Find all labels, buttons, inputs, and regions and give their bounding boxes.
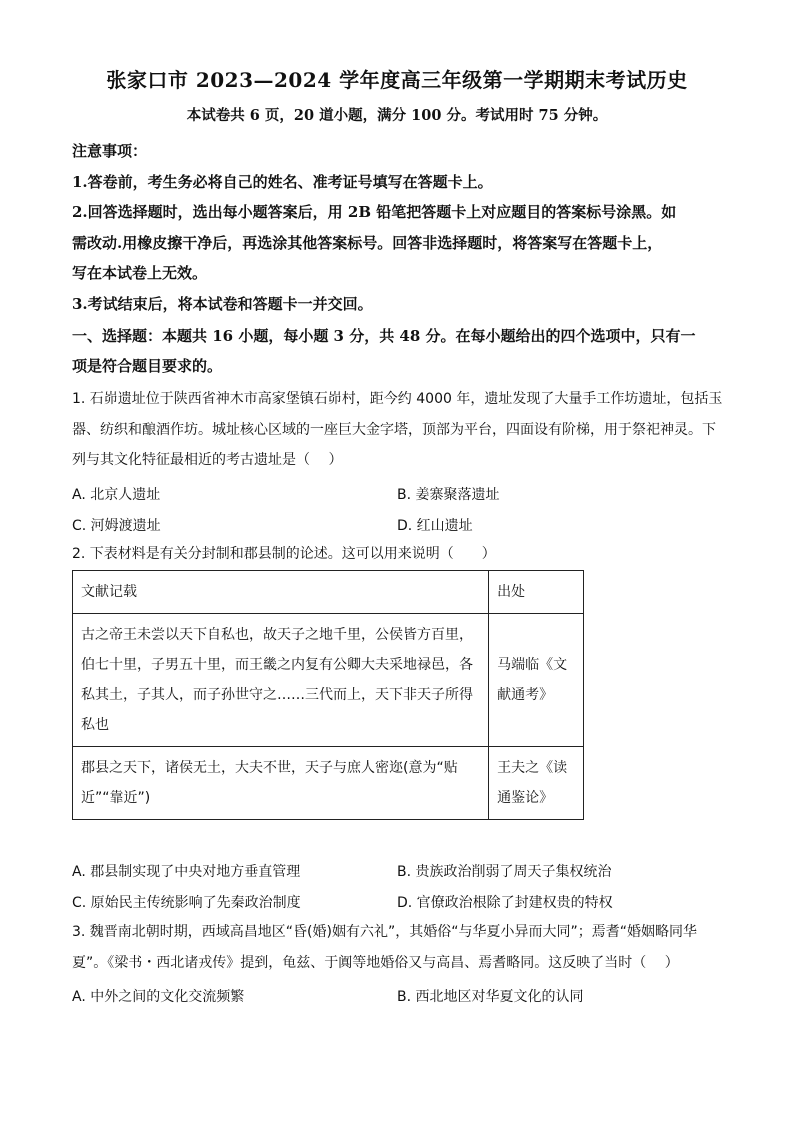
section-heading: 项是符合题目要求的。: [72, 357, 223, 375]
table-header-row: [73, 571, 584, 614]
exam-title: 张家口市 2023—2024 学年度高三年级第一学期期末考试历史: [106, 68, 688, 92]
notice-item: 1.答卷前，考生务必将自己的姓名、准考证号填写在答题卡上。: [72, 173, 493, 191]
q1-stem-line: 1. 石峁遗址位于陕西省神木市高家堡镇石峁村，距今约 4000 年，遗址发现了大量手工作坊遗址，包括玉: [72, 391, 723, 407]
q2-source-table: [72, 570, 584, 820]
q1-stem-line: 器、纺织和酿酒作坊。城址核心区域的一座巨大金字塔，顶部为平台，四面设有阶梯，用于祭祀神灵。下: [72, 422, 716, 438]
q2-option-a: A. 郡县制实现了中央对地方垂直管理: [72, 864, 301, 880]
q1-option-b: B. 姜寨聚落遗址: [397, 487, 500, 503]
q1-stem-line: 列与其文化特征最相近的考古遗址是（ ）: [72, 452, 343, 468]
q3-option-a: A. 中外之间的文化交流频繁: [72, 989, 245, 1005]
q2-option-c: C. 原始民主传统影响了先秦政治制度: [72, 895, 301, 911]
table-row: [73, 614, 584, 747]
table-header-record: 文献记载: [73, 571, 489, 614]
notice-item: 写在本试卷上无效。: [72, 264, 208, 282]
notice-item: 需改动.用橡皮擦干净后，再选涂其他答案标号。回答非选择题时，将答案写在答题卡上，: [72, 234, 663, 252]
section-heading: 一、选择题：本题共 16 小题，每小题 3 分，共 48 分。在每小题给出的四个选项中，只有一: [72, 327, 696, 345]
table-row: [73, 747, 584, 820]
table-cell-source: 王夫之《读通鉴论》: [489, 747, 584, 820]
q1-option-c: C. 河姆渡遗址: [72, 518, 161, 534]
q1-option-d: D. 红山遗址: [397, 518, 473, 534]
notice-item: 2.回答选择题时，选出每小题答案后，用 2B 铅笔把答题卡上对应题目的答案标号涂黑。如: [72, 203, 677, 221]
notice-heading: 注意事项：: [72, 142, 148, 160]
q3-stem-line: 夏”。《梁书・西北诸戎传》提到，龟兹、于阗等地婚俗又与高昌、焉耆略同。这反映了当时（ ）: [72, 955, 679, 971]
table-cell-record: 古之帝王未尝以天下自私也，故天子之地千里，公侯皆方百里，伯七十里，子男五十里，而王畿之内复有公卿大夫采地禄邑，各私其土，子其人，而子孙世守之……三代而上，天下非天子所得私也: [73, 614, 489, 747]
table-cell-source: 马端临《文献通考》: [489, 614, 584, 747]
q2-option-b: B. 贵族政治削弱了周天子集权统治: [397, 864, 612, 880]
table-header-source: 出处: [489, 571, 584, 614]
q1-option-a: A. 北京人遗址: [72, 487, 161, 503]
q2-stem: 2. 下表材料是有关分封制和郡县制的论述。这可以用来说明（ ）: [72, 546, 496, 562]
q3-stem-line: 3. 魏晋南北朝时期，西域高昌地区“昏(婚)姻有六礼”，其婚俗“与华夏小异而大同”；焉耆“婚姻略同华: [72, 924, 697, 940]
table-cell-record: 郡县之天下，诸侯无土，大夫不世，天子与庶人密迩(意为“贴近”“靠近”): [73, 747, 489, 820]
q2-option-d: D. 官僚政治根除了封建权贵的特权: [397, 895, 613, 911]
exam-subtitle: 本试卷共 6 页，20 道小题，满分 100 分。考试用时 75 分钟。: [186, 107, 608, 124]
q3-option-b: B. 西北地区对华夏文化的认同: [397, 989, 584, 1005]
notice-item: 3.考试结束后，将本试卷和答题卡一并交回。: [72, 295, 373, 313]
